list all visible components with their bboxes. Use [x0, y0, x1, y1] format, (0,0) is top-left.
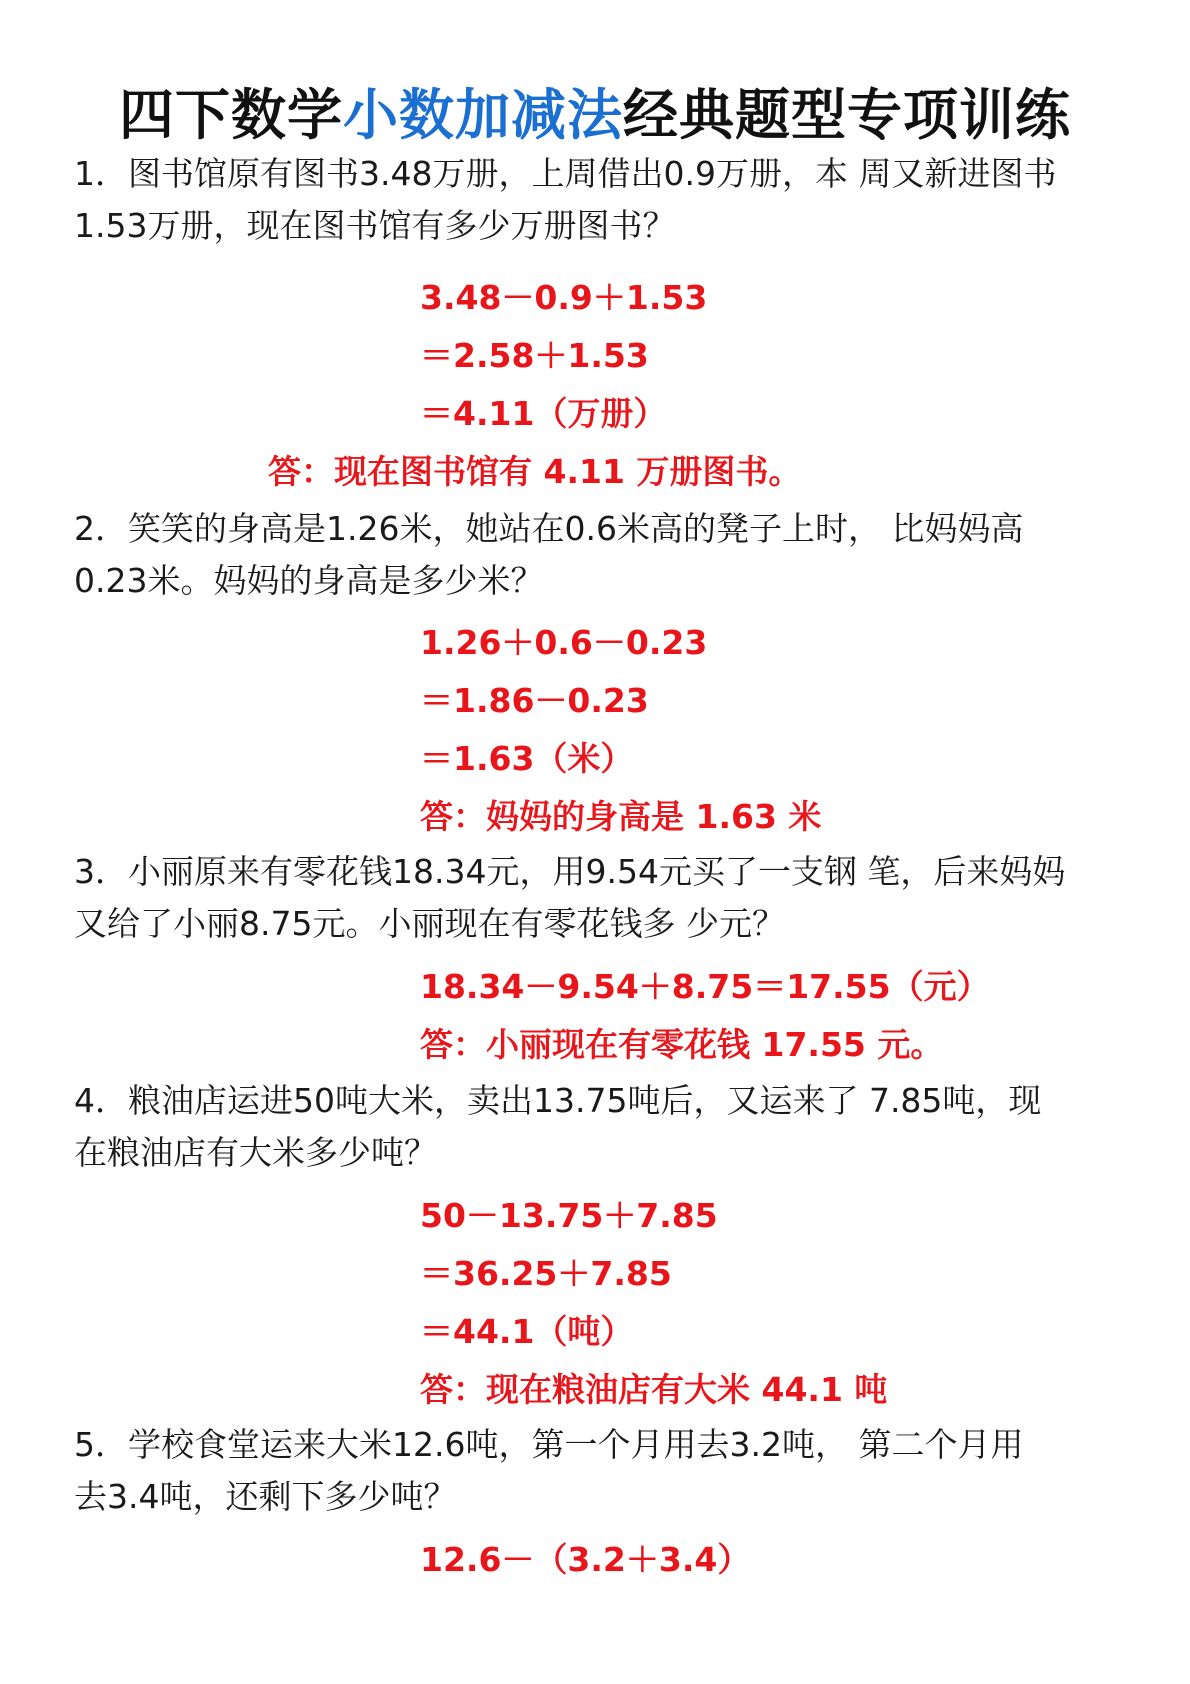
- problem-4-line-2: 在粮油店有大米多少吨？: [74, 1133, 437, 1172]
- problem-5-line-1: 5．学校食堂运来大米12.6吨，第一个月用去3.2吨， 第二个月用: [74, 1425, 1024, 1464]
- problem-2-step-3: ＝1.63（米）: [420, 739, 634, 778]
- problem-2-line-1: 2．笑笑的身高是1.26米，她站在0.6米高的凳子上时， 比妈妈高: [74, 509, 1024, 548]
- problem-5-line-2: 去3.4吨，还剩下多少吨？: [74, 1477, 457, 1516]
- problem-4-step-1: 50－13.75＋7.85: [420, 1196, 718, 1235]
- page-title: [0, 80, 1190, 150]
- problem-4-question: [74, 1075, 1134, 1179]
- title-part-2: 经典题型专项训练: [623, 83, 1072, 147]
- problem-3-step-1: 18.34－9.54＋8.75＝17.55（元）: [420, 967, 990, 1006]
- problem-5-step-1: 12.6－（3.2＋3.4）: [420, 1540, 751, 1579]
- title-part-1: 四下数学: [118, 83, 343, 147]
- problem-1-step-2: ＝2.58＋1.53: [420, 336, 649, 375]
- problem-1-step-3: ＝4.11（万册）: [420, 394, 667, 433]
- problem-3-question: [74, 846, 1134, 950]
- problem-2-answer: 答：妈妈的身高是 1.63 米: [420, 797, 822, 836]
- problem-1-answer: 答：现在图书馆有 4.11 万册图书。: [268, 452, 802, 491]
- problem-1-line-1: 1．图书馆原有图书3.48万册，上周借出0.9万册，本 周又新进图书: [74, 154, 1057, 193]
- problem-2-step-2: ＝1.86－0.23: [420, 681, 649, 720]
- problem-1-line-2: 1.53万册，现在图书馆有多少万册图书？: [74, 206, 676, 245]
- problem-4-answer: 答：现在粮油店有大米 44.1 吨: [420, 1370, 888, 1409]
- problem-5-question: [74, 1419, 1134, 1523]
- problem-1-question: [74, 148, 1134, 252]
- problem-4-line-1: 4．粮油店运进50吨大米，卖出13.75吨后，又运来了 7.85吨，现: [74, 1081, 1042, 1120]
- title-highlight: 小数加减法: [342, 83, 623, 147]
- problem-3-line-1: 3．小丽原来有零花钱18.34元，用9.54元买了一支钢 笔，后来妈妈: [74, 852, 1066, 891]
- problem-4-step-3: ＝44.1（吨）: [420, 1312, 634, 1351]
- problem-3-answer: 答：小丽现在有零花钱 17.55 元。: [420, 1025, 944, 1064]
- problem-1-step-1: 3.48－0.9＋1.53: [420, 278, 708, 317]
- problem-3-line-2: 又给了小丽8.75元。小丽现在有零花钱多 少元？: [74, 904, 785, 943]
- problem-2-question: [74, 503, 1134, 607]
- problem-4-step-2: ＝36.25＋7.85: [420, 1254, 672, 1293]
- problem-2-step-1: 1.26＋0.6－0.23: [420, 623, 708, 662]
- problem-2-line-2: 0.23米。妈妈的身高是多少米？: [74, 561, 544, 600]
